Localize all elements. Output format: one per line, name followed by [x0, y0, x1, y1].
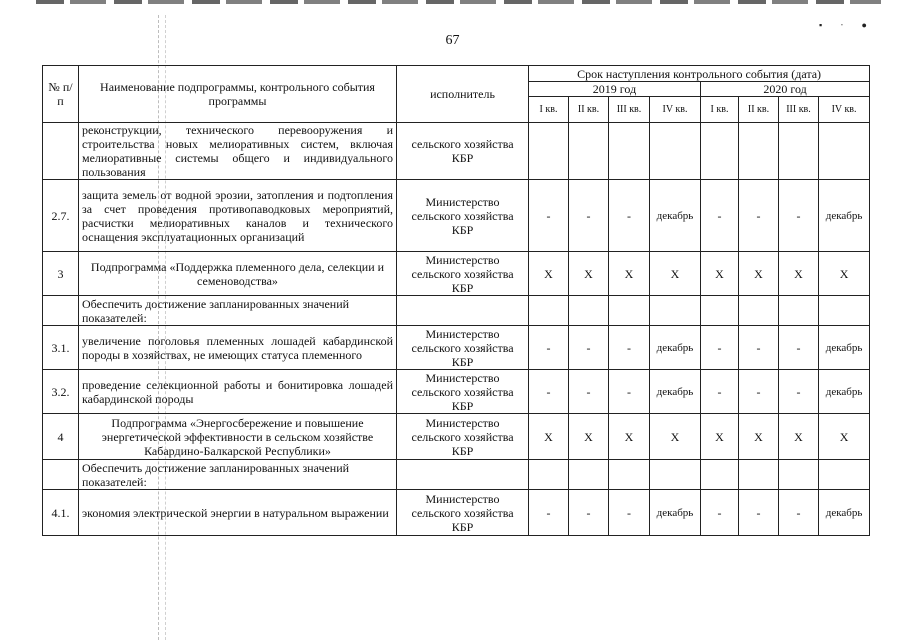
quarter-deadline: - — [779, 326, 819, 370]
quarter-deadline — [529, 123, 569, 180]
quarter-deadline: - — [529, 490, 569, 536]
executor — [397, 296, 529, 326]
executor: Министерство сельского хозяйства КБР — [397, 414, 529, 460]
event-name: экономия электрической энергии в натуральном выражении — [79, 490, 397, 536]
quarter-deadline — [701, 123, 739, 180]
quarter-deadline: - — [569, 490, 609, 536]
header-quarter: IV кв. — [819, 97, 870, 123]
row-number: 3 — [43, 252, 79, 296]
quarter-deadline: - — [529, 370, 569, 414]
executor: Министерство сельского хозяйства КБР — [397, 370, 529, 414]
header-name: Наименование подпрограммы, контрольного события программы — [79, 66, 397, 123]
executor: сельского хозяйства КБР — [397, 123, 529, 180]
executor: Министерство сельского хозяйства КБР — [397, 180, 529, 252]
quarter-deadline: - — [609, 490, 650, 536]
quarter-deadline: - — [609, 180, 650, 252]
quarter-deadline: декабрь — [819, 490, 870, 536]
event-name: Обеспечить достижение запланированных значений показателей: — [79, 296, 397, 326]
quarter-deadline: - — [569, 326, 609, 370]
table-row — [43, 370, 870, 414]
quarter-deadline — [779, 296, 819, 326]
quarter-deadline: X — [701, 252, 739, 296]
header-period: Срок наступления контрольного события (дата) — [529, 66, 870, 82]
quarter-deadline — [650, 123, 701, 180]
quarter-deadline: - — [779, 180, 819, 252]
quarter-deadline — [819, 460, 870, 490]
quarter-deadline: X — [819, 414, 870, 460]
quarter-deadline: декабрь — [819, 370, 870, 414]
quarter-deadline: - — [701, 370, 739, 414]
quarter-deadline: - — [529, 180, 569, 252]
event-name: увеличение поголовья племенных лошадей кабардинской породы в хозяйствах, не имеющих статуса племенного — [79, 326, 397, 370]
quarter-deadline: - — [609, 326, 650, 370]
row-number: 3.2. — [43, 370, 79, 414]
quarter-deadline — [819, 296, 870, 326]
quarter-deadline — [819, 123, 870, 180]
header-quarter: I кв. — [701, 97, 739, 123]
quarter-deadline — [779, 460, 819, 490]
header-year-2020: 2020 год — [701, 82, 870, 97]
quarter-deadline: - — [701, 180, 739, 252]
quarter-deadline: - — [701, 326, 739, 370]
quarter-deadline: X — [609, 414, 650, 460]
quarter-deadline: - — [739, 326, 779, 370]
header-quarter: IV кв. — [650, 97, 701, 123]
quarter-deadline: декабрь — [650, 326, 701, 370]
quarter-deadline: - — [739, 490, 779, 536]
quarter-deadline — [739, 460, 779, 490]
quarter-deadline: декабрь — [819, 326, 870, 370]
executor — [397, 460, 529, 490]
quarter-deadline: X — [779, 252, 819, 296]
quarter-deadline: декабрь — [650, 180, 701, 252]
quarter-deadline: X — [569, 414, 609, 460]
table-row — [43, 123, 870, 180]
quarter-deadline — [701, 460, 739, 490]
table-row — [43, 490, 870, 536]
event-name: Подпрограмма «Поддержка племенного дела, селекции и семеноводства» — [79, 252, 397, 296]
quarter-deadline — [529, 460, 569, 490]
quarter-deadline: - — [609, 370, 650, 414]
table-row — [43, 326, 870, 370]
header-quarter: II кв. — [739, 97, 779, 123]
quarter-deadline: - — [569, 180, 609, 252]
header-quarter: II кв. — [569, 97, 609, 123]
event-name: Обеспечить достижение запланированных значений показателей: — [79, 460, 397, 490]
row-number: 4 — [43, 414, 79, 460]
quarter-deadline — [701, 296, 739, 326]
row-number — [43, 123, 79, 180]
quarter-deadline: - — [739, 370, 779, 414]
row-number — [43, 460, 79, 490]
quarter-deadline: декабрь — [650, 370, 701, 414]
quarter-deadline — [569, 460, 609, 490]
quarter-deadline: - — [739, 180, 779, 252]
event-name: проведение селекционной работы и бонитировка лошадей кабардинской породы — [79, 370, 397, 414]
header-quarter: III кв. — [779, 97, 819, 123]
executor: Министерство сельского хозяйства КБР — [397, 490, 529, 536]
quarter-deadline: X — [569, 252, 609, 296]
quarter-deadline — [739, 296, 779, 326]
executor: Министерство сельского хозяйства КБР — [397, 326, 529, 370]
quarter-deadline — [569, 123, 609, 180]
quarter-deadline — [609, 460, 650, 490]
quarter-deadline — [650, 296, 701, 326]
quarter-deadline: X — [779, 414, 819, 460]
quarter-deadline: X — [819, 252, 870, 296]
quarter-deadline: декабрь — [819, 180, 870, 252]
row-number: 3.1. — [43, 326, 79, 370]
table-row — [43, 460, 870, 490]
quarter-deadline: X — [739, 414, 779, 460]
event-name: защита земель от водной эрозии, затопления и подтопления за счет проведения противопаводковых мероприятий, расчистки мелиоративных каналов и технического оснащения эксплуатационных организаций — [79, 180, 397, 252]
quarter-deadline — [779, 123, 819, 180]
quarter-deadline: - — [529, 326, 569, 370]
quarter-deadline: X — [650, 252, 701, 296]
page-number: 67 — [445, 33, 460, 48]
header-year-2019: 2019 год — [529, 82, 701, 97]
header-executor: исполнитель — [397, 66, 529, 123]
quarter-deadline: X — [650, 414, 701, 460]
quarter-deadline — [609, 123, 650, 180]
table-row — [43, 252, 870, 296]
table-row — [43, 296, 870, 326]
scan-artifact-top — [36, 0, 881, 4]
event-name: реконструкции, технического перевооружения и строительства новых мелиоративных систем, включая мелиоративные системы общего и индивидуального пользования — [79, 123, 397, 180]
event-name: Подпрограмма «Энергосбережение и повышение энергетической эффективности в сельском хозяйстве Кабардино-Балкарской Республики» — [79, 414, 397, 460]
header-num: № п/п — [43, 66, 79, 123]
quarter-deadline: X — [701, 414, 739, 460]
quarter-deadline — [650, 460, 701, 490]
quarter-deadline: - — [779, 490, 819, 536]
quarter-deadline: X — [529, 252, 569, 296]
table-row — [43, 180, 870, 252]
quarter-deadline: X — [529, 414, 569, 460]
quarter-deadline: - — [779, 370, 819, 414]
quarter-deadline — [739, 123, 779, 180]
quarter-deadline: декабрь — [650, 490, 701, 536]
header-quarter: III кв. — [609, 97, 650, 123]
scan-marks: ▪ ‧ ● — [819, 20, 875, 30]
quarter-deadline — [609, 296, 650, 326]
row-number: 2.7. — [43, 180, 79, 252]
quarter-deadline: X — [609, 252, 650, 296]
executor: Министерство сельского хозяйства КБР — [397, 252, 529, 296]
quarter-deadline: X — [739, 252, 779, 296]
quarter-deadline — [529, 296, 569, 326]
quarter-deadline: - — [701, 490, 739, 536]
quarter-deadline: - — [569, 370, 609, 414]
quarter-deadline — [569, 296, 609, 326]
control-events-table — [42, 65, 870, 536]
row-number: 4.1. — [43, 490, 79, 536]
table-row — [43, 414, 870, 460]
row-number — [43, 296, 79, 326]
header-quarter: I кв. — [529, 97, 569, 123]
